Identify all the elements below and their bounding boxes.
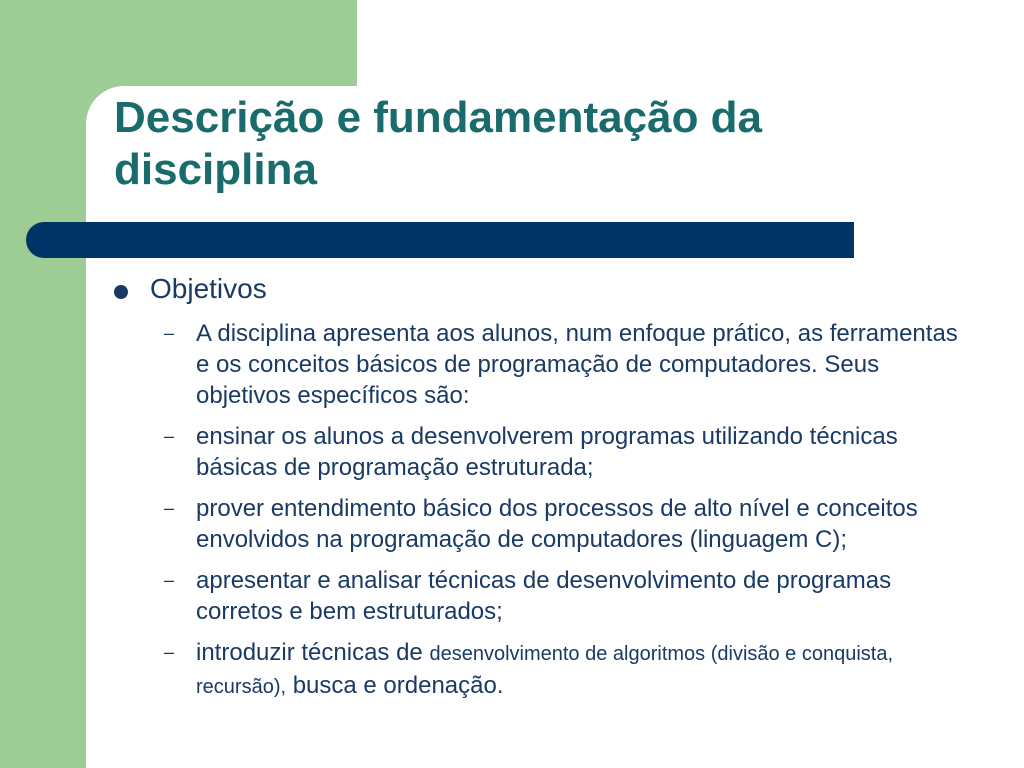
dash-icon: – (164, 498, 175, 518)
dash-icon: – (164, 426, 175, 446)
bullet-label: Objetivos (150, 273, 267, 304)
list-item-text: apresentar e analisar técnicas de desenvolvimento de programas corretos e bem estruturados; (196, 567, 892, 625)
list-item-text-part2: desenvolvimento de algoritmos (divisão e conquista, recursão), (196, 643, 894, 698)
list-item (160, 565, 960, 627)
bullet-dot-icon (114, 285, 128, 299)
list-item (160, 318, 960, 411)
slide-title: Descrição e fundamentação da disciplina (114, 93, 763, 194)
list-item-text: A disciplina apresenta aos alunos, num enfoque prático, as ferramentas e os conceitos básicos de programação de computadores. Seus objetivos específicos são: (196, 320, 958, 409)
dash-icon: – (164, 570, 175, 590)
objectives-list (160, 318, 960, 713)
list-item-text-part3: busca e ordenação. (286, 672, 504, 699)
dash-icon: – (164, 642, 175, 662)
list-item (160, 493, 960, 555)
list-item-text: prover entendimento básico dos processos de alto nível e conceitos envolvidos na programação de computadores (linguagem C); (196, 495, 918, 553)
list-item (160, 637, 960, 703)
list-item-text: ensinar os alunos a desenvolverem programas utilizando técnicas básicas de programação estruturada; (196, 423, 898, 481)
list-item (160, 421, 960, 483)
list-item-text-part1: introduzir técnicas de (196, 639, 430, 666)
dash-icon: – (164, 323, 175, 343)
